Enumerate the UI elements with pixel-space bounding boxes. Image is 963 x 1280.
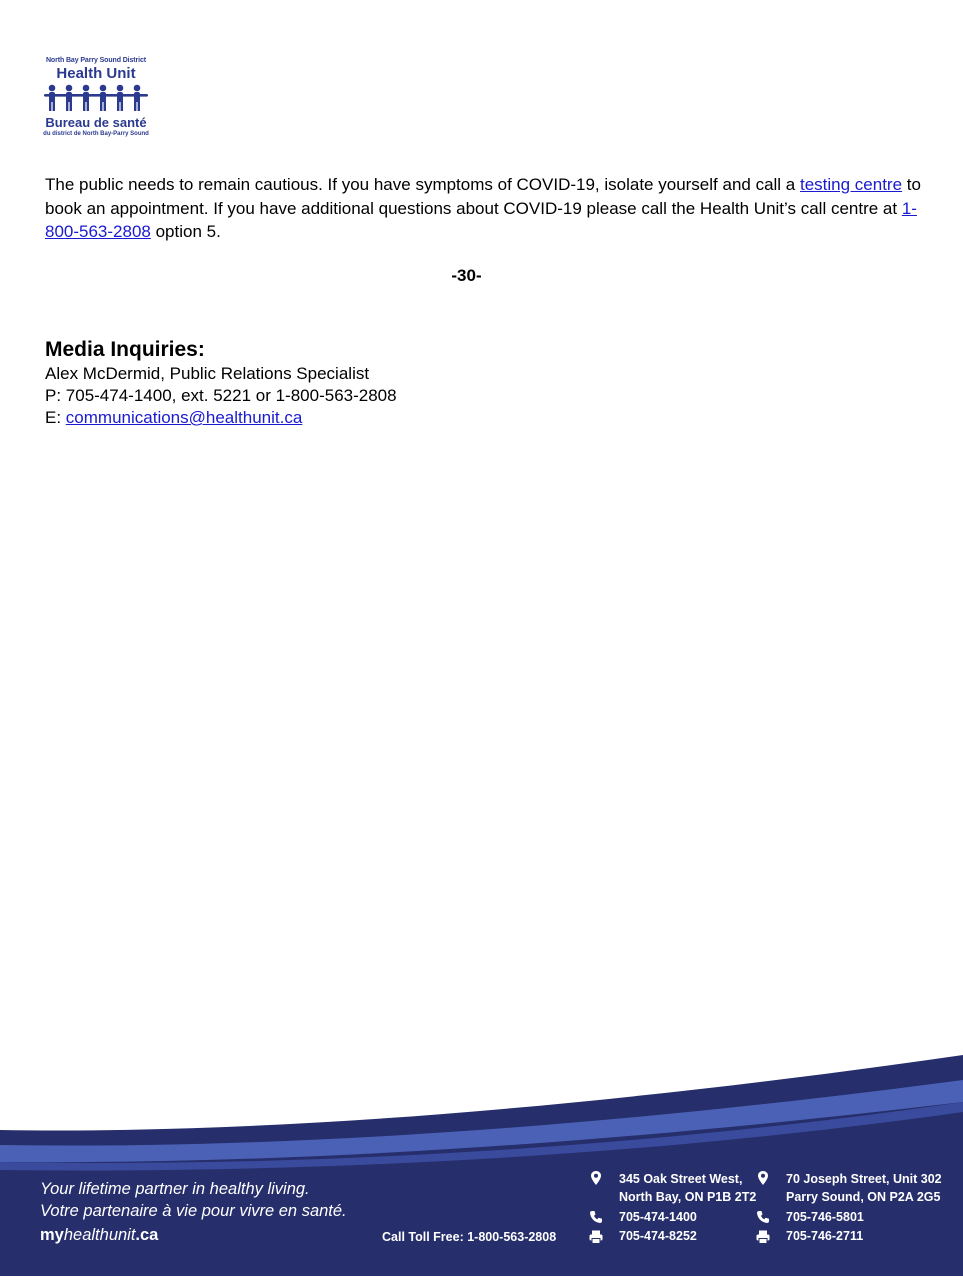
toll-free-number: Call Toll Free: 1-800-563-2808 <box>382 1230 557 1244</box>
media-inquiries-heading: Media Inquiries: <box>45 338 205 361</box>
office2-address-line2: Parry Sound, ON P2A 2G5 <box>786 1190 941 1204</box>
people-chain-icon <box>44 83 148 113</box>
site-ca: .ca <box>135 1226 159 1244</box>
office1-address-line1: 345 Oak Street West, <box>619 1172 743 1186</box>
tagline-english: Your lifetime partner in healthy living. <box>40 1180 310 1198</box>
office2-phone: 705-746-5801 <box>786 1210 864 1224</box>
logo-health-unit: Health Unit <box>56 65 136 82</box>
health-unit-logo <box>42 56 150 138</box>
media-contact-email-line <box>45 407 397 429</box>
media-contact-phone: P: 705-474-1400, ext. 5221 or 1-800-563-2808 <box>45 386 397 405</box>
footer-tagline <box>40 1178 347 1222</box>
office2-fax: 705-746-2711 <box>786 1229 864 1243</box>
media-contact-block <box>45 363 397 429</box>
paragraph-text: The public needs to remain cautious. If you have symptoms of COVID-19, isolate yourself and call a <box>45 175 800 194</box>
tagline-french: Votre partenaire à vie pour vivre en santé. <box>40 1202 347 1220</box>
office2-address-line1: 70 Joseph Street, Unit 302 <box>786 1172 942 1186</box>
logo-bureau-de-sante: Bureau de santé <box>45 115 147 130</box>
printer-icon <box>755 1229 771 1245</box>
email-prefix: E: <box>45 408 66 427</box>
office1-phone: 705-474-1400 <box>619 1210 697 1224</box>
map-pin-icon <box>755 1170 771 1186</box>
site-my: my <box>40 1226 64 1244</box>
paragraph-text: to book an appointment. If you have additional questions about COVID-19 please call the Health Unit’s call centre at <box>45 175 921 218</box>
printer-icon <box>588 1229 604 1245</box>
phone-icon <box>588 1209 604 1225</box>
footer-wave-graphic <box>0 1050 963 1280</box>
media-email-link[interactable]: communications@healthunit.ca <box>65 408 303 427</box>
paragraph-text: option 5. <box>150 222 221 241</box>
office1-fax: 705-474-8252 <box>619 1229 697 1243</box>
testing-centre-link[interactable]: testing centre <box>799 175 903 194</box>
office1-address-line2: North Bay, ON P1B 2T2 <box>619 1190 757 1204</box>
map-pin-icon <box>588 1170 604 1186</box>
media-contact-name: Alex McDermid, Public Relations Specialist <box>45 364 370 383</box>
end-of-release-mark: -30- <box>451 266 482 285</box>
footer-banner <box>0 1050 963 1280</box>
website-link[interactable] <box>40 1226 158 1245</box>
logo-district-name-fr: du district de North Bay-Parry Sound <box>43 131 149 137</box>
logo-district-name: North Bay Parry Sound District <box>45 57 147 64</box>
closing-paragraph <box>45 173 925 244</box>
site-healthunit: healthunit <box>63 1226 136 1244</box>
phone-icon <box>755 1209 771 1225</box>
call-centre-phone-link[interactable]: 1-800-563-2808 <box>45 198 917 241</box>
